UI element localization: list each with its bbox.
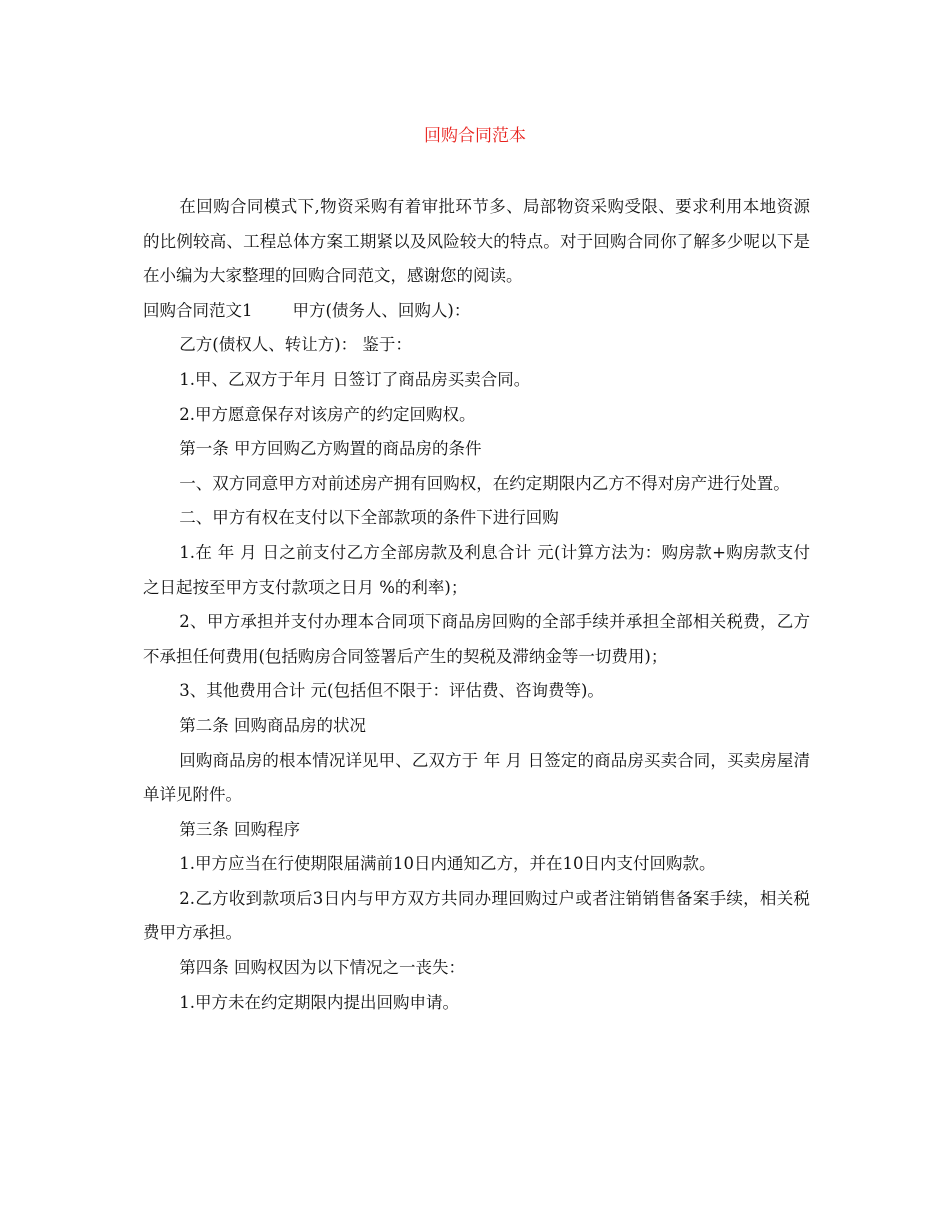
document-body	[143, 190, 810, 1020]
article-3-title: 第三条 回购程序	[179, 819, 301, 839]
party-b-line: 乙方(债权人、转让方)： 鉴于：	[179, 335, 412, 355]
article-1-item-2: 二、甲方有权在支付以下全部款项的条件下进行回购	[179, 508, 559, 528]
whereas-item-2: 2.甲方愿意保存对该房产的约定回购权。	[179, 404, 476, 424]
article-1-clause-2: 2、甲方承担并支付办理本合同项下商品房回购的全部手续并承担全部相关税费，乙方不承担任何费用(包括购房合同签署后产生的契税及滞纳金等一切费用)；	[143, 612, 810, 666]
article-1-clause-1: 1.在 年 月 日之前支付乙方全部房款及利息合计 元(计算方法为：购房款+购房款支付之日起按至甲方支付款项之日月 %的利率)；	[143, 542, 810, 597]
whereas-item-1: 1.甲、乙双方于年月 日签订了商品房买卖合同。	[179, 369, 531, 389]
article-4-clause-1: 1.甲方未在约定期限内提出回购申请。	[179, 992, 460, 1012]
article-3-clause-1: 1.甲方应当在行使期限届满前10日内通知乙方，并在10日内支付回购款。	[179, 854, 716, 874]
article-3-clause-2: 2.乙方收到款项后3日内与甲方双方共同办理回购过户或者注销销售备案手续，相关税费甲方承担。	[143, 888, 810, 943]
article-4-title: 第四条 回购权因为以下情况之一丧失：	[179, 958, 466, 978]
article-2-title: 第二条 回购商品房的状况	[179, 715, 367, 735]
intro-paragraph: 在回购合同模式下,物资采购有着审批环节多、局部物资采购受限、要求利用本地资源的比例较高、工程总体方案工期紧以及风险较大的特点。对于回购合同你了解多少呢以下是在小编为大家整理的回购合同范文，感谢您的阅读。	[143, 197, 810, 286]
article-1-clause-3: 3、其他费用合计 元(包括但不限于：评估费、咨询费等)。	[179, 681, 604, 701]
sample-heading-line	[143, 294, 810, 329]
document-title: 回购合同范本	[424, 126, 526, 146]
article-2-text: 回购商品房的根本情况详见甲、乙双方于 年 月 日签定的商品房买卖合同，买卖房屋清单详见附件。	[143, 750, 810, 805]
article-1-title: 第一条 甲方回购乙方购置的商品房的条件	[179, 439, 482, 459]
sample-heading: 回购合同范文1	[143, 300, 253, 320]
party-a-line: 甲方(债务人、回购人)：	[292, 300, 471, 320]
article-1-item-1: 一、双方同意甲方对前述房产拥有回购权，在约定期限内乙方不得对房产进行处置。	[179, 473, 790, 493]
